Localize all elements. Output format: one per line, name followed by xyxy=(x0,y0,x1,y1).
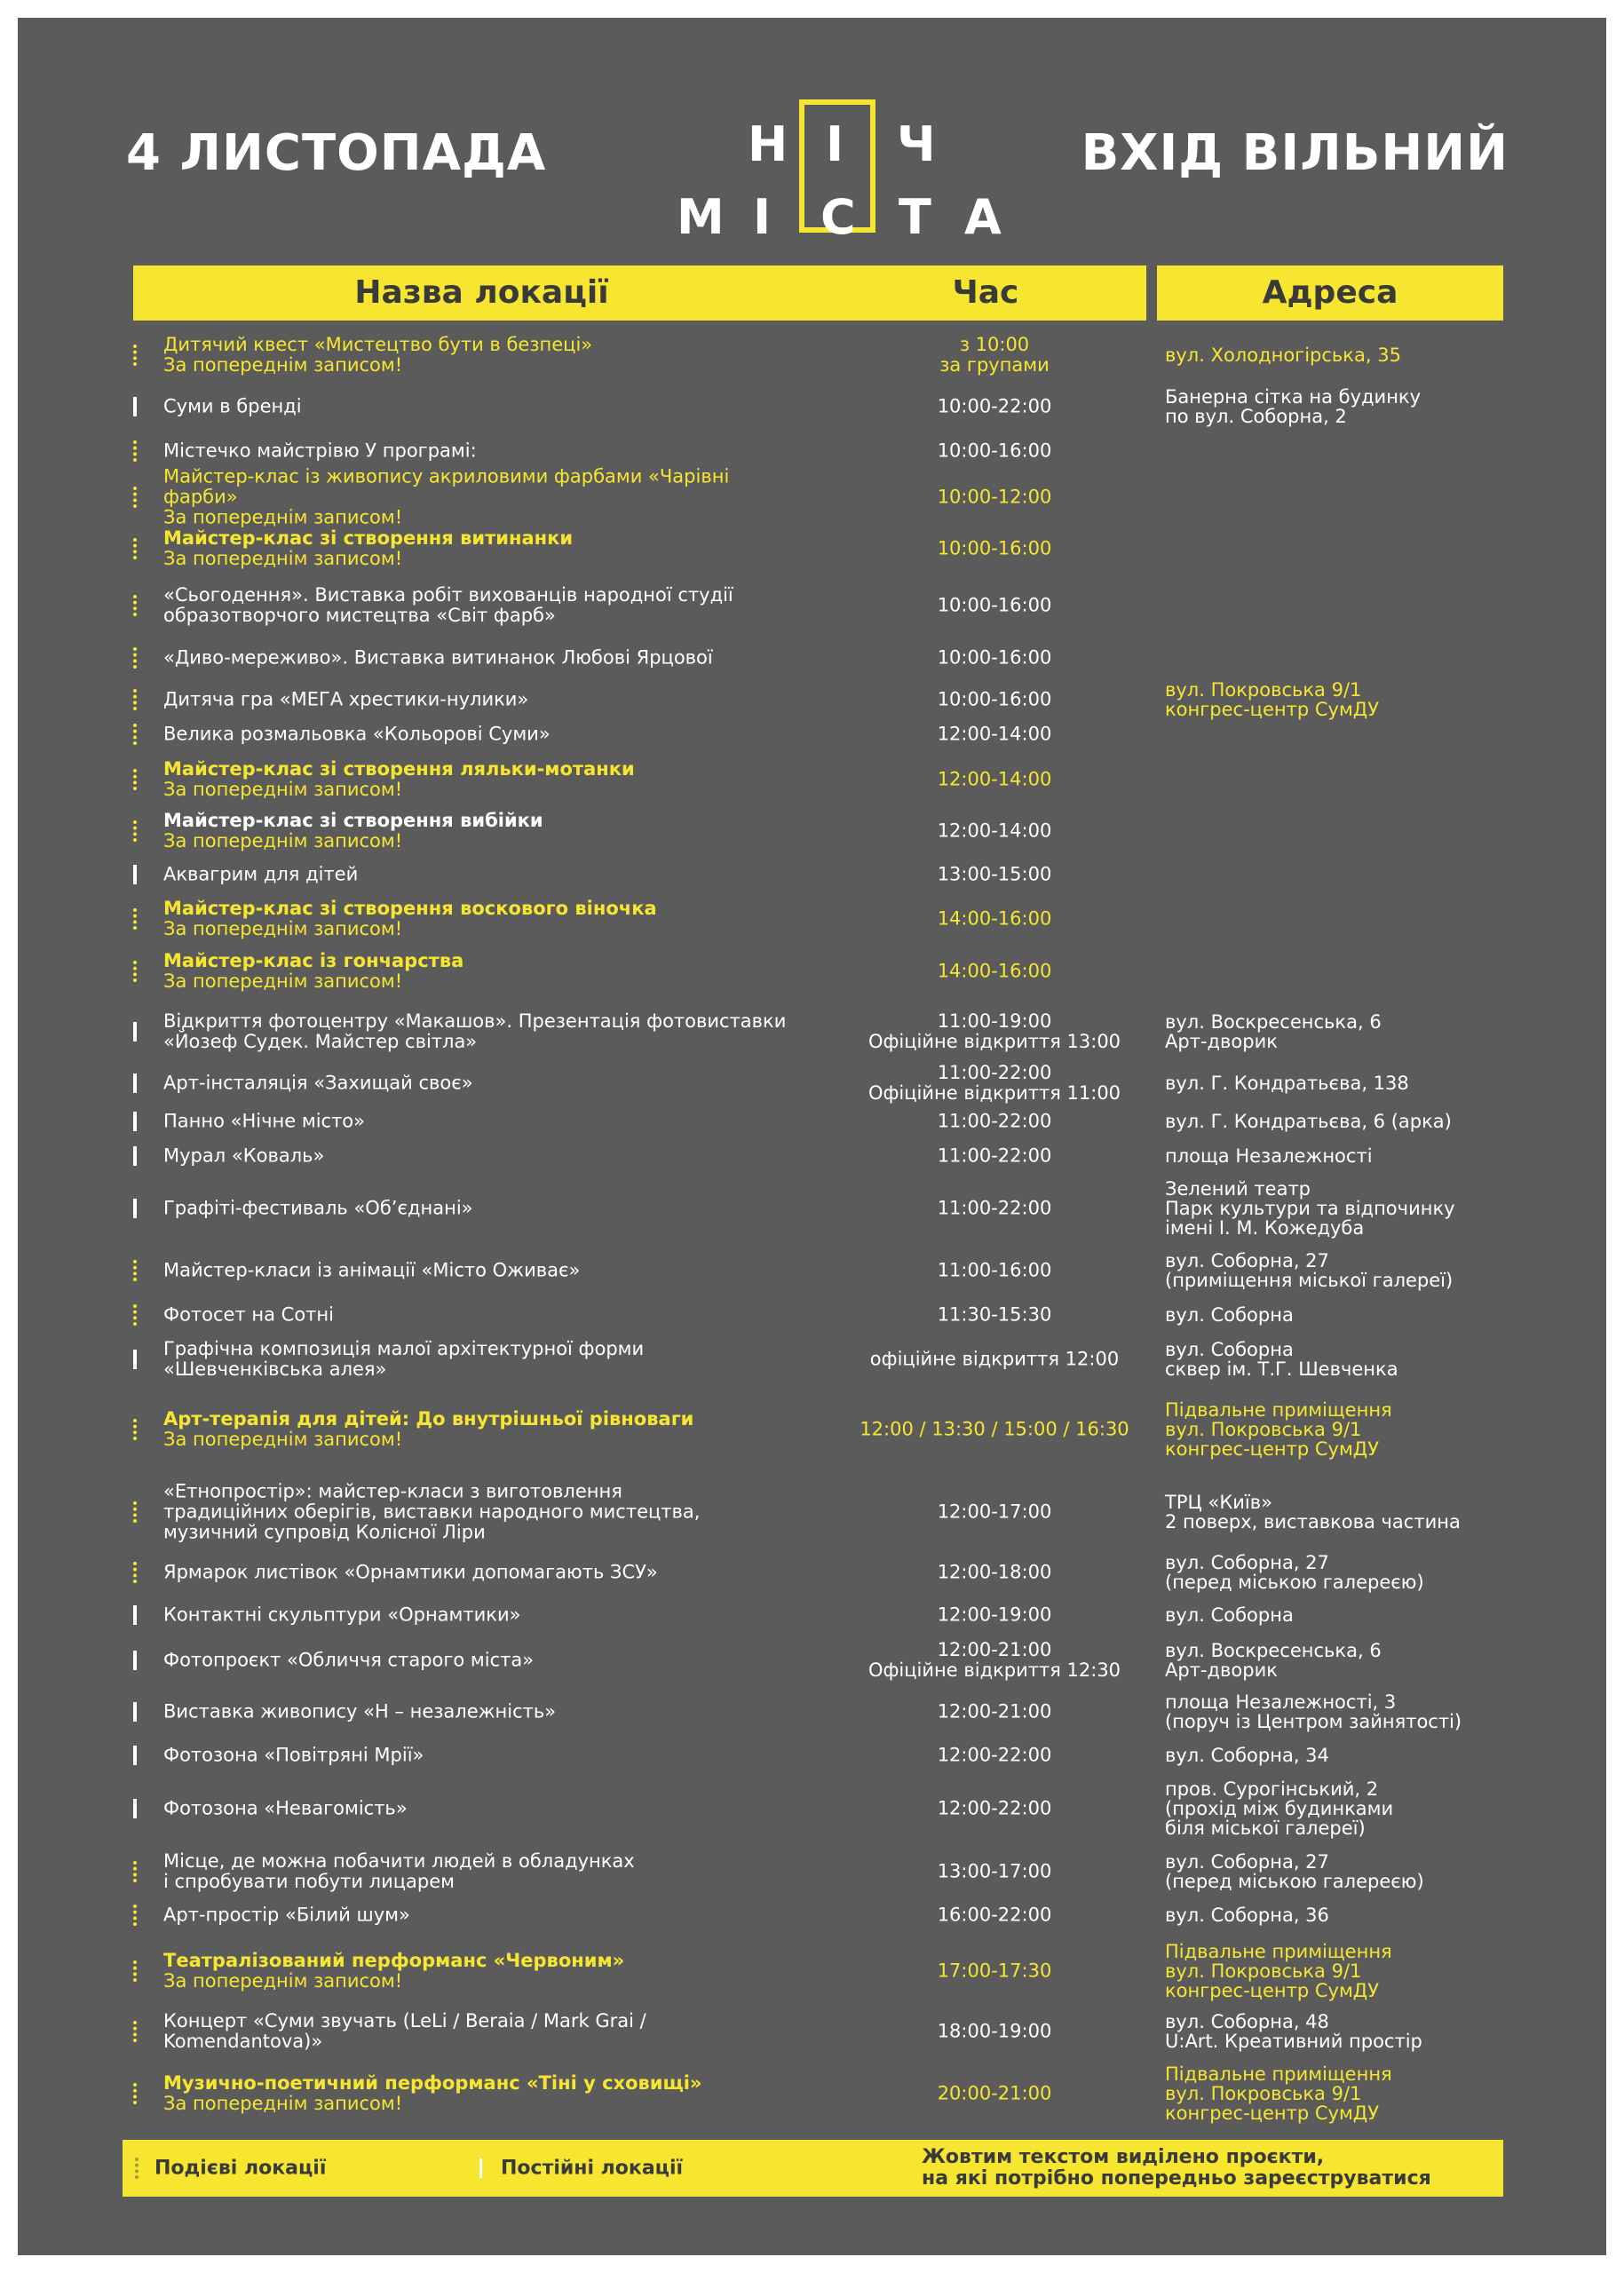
event-time xyxy=(826,770,1163,790)
event-time xyxy=(826,1640,1163,1681)
permanent-marker-icon xyxy=(133,865,137,884)
location-title: Арт-інсталяція «Захищай своє» xyxy=(163,1072,473,1094)
location-address: площа Незалежності, 3 (поруч із Центром зайнятості) xyxy=(1165,1691,1462,1732)
time-line: 12:00-21:00 xyxy=(937,1700,1052,1723)
logo-letter: М xyxy=(677,189,725,245)
event-time xyxy=(826,1146,1163,1167)
location-title: Фотосет на Сотні xyxy=(163,1303,334,1326)
logo-letter: С xyxy=(820,189,856,245)
logo-letter: І xyxy=(826,116,844,172)
location-address: вул. Воскресенська, 6 Арт-дворик xyxy=(1165,1640,1382,1681)
dotted-marker-icon xyxy=(135,2158,139,2179)
location-title: Майстер-клас зі створення витинанки xyxy=(163,527,574,549)
time-line: 18:00-19:00 xyxy=(937,2020,1052,2042)
event-time xyxy=(826,1199,1163,1219)
location-title: Майстер-клас зі створення ляльки-мотанки xyxy=(163,758,635,780)
location-name xyxy=(163,1651,803,1671)
event-time xyxy=(826,1305,1163,1326)
permanent-marker-icon xyxy=(133,1146,137,1166)
event-marker-icon xyxy=(133,1905,137,1926)
time-line: 12:00-14:00 xyxy=(937,768,1052,790)
time-line: 13:00-17:00 xyxy=(937,1860,1052,1882)
registration-note: За попереднім записом! xyxy=(163,354,403,376)
location-name xyxy=(163,899,803,939)
registration-note: За попереднім записом! xyxy=(163,548,403,569)
location-name xyxy=(163,1146,803,1167)
location-name xyxy=(163,585,803,626)
event-time xyxy=(826,1746,1163,1766)
location-address: вул. Соборна xyxy=(1165,1304,1294,1326)
permanent-marker-icon xyxy=(133,1199,137,1218)
location-address: пров. Сурогінський, 2 (прохід між будинками біля міської галереї) xyxy=(1165,1778,1394,1839)
location-name xyxy=(163,2011,803,2052)
location-title: Відкриття фотоцентру «Макашов». Презентація фотовиставки «Йозеф Судек. Майстер світла» xyxy=(163,1010,787,1052)
location-name xyxy=(163,1261,803,1281)
permanent-marker-icon xyxy=(133,1022,137,1041)
location-name xyxy=(163,528,803,569)
time-line: 14:00-16:00 xyxy=(937,960,1052,982)
location-address: вул. Покровська 9/1 конгрес-центр СумДУ xyxy=(1165,679,1379,720)
logo-letter: Ч xyxy=(897,116,936,172)
logo-letter: І xyxy=(753,189,772,245)
location-title: Аквагрим для дітей xyxy=(163,863,359,885)
location-name xyxy=(163,725,803,745)
event-marker-icon xyxy=(133,2021,137,2042)
location-address: вул. Соборна, 27 (перед міською галереєю) xyxy=(1165,1552,1424,1593)
registration-note: За попереднім записом! xyxy=(163,918,403,939)
location-name xyxy=(163,1011,803,1052)
event-time xyxy=(826,335,1163,376)
event-time xyxy=(826,1905,1163,1926)
location-address: вул. Г. Кондратьєва, 138 xyxy=(1165,1073,1409,1094)
permanent-marker-icon xyxy=(133,1651,137,1670)
location-title: Арт-терапія для дітей: До внутрішньої рівноваги xyxy=(163,1408,694,1430)
event-time xyxy=(826,397,1163,417)
event-time xyxy=(826,539,1163,559)
event-marker-icon xyxy=(133,1304,137,1326)
solid-marker-icon xyxy=(479,2158,482,2178)
permanent-marker-icon xyxy=(133,1746,137,1765)
event-marker-icon xyxy=(133,1960,137,1982)
time-line: 11:00-16:00 xyxy=(937,1259,1052,1281)
event-time xyxy=(826,1502,1163,1523)
event-marker-icon xyxy=(133,1260,137,1281)
time-line: 10:00-16:00 xyxy=(937,688,1052,710)
time-line: 10:00-12:00 xyxy=(937,486,1052,508)
location-title: «Етнопростір»: майстер-класи з виготовлення традиційних оберігів, виставки народного мистецтва, музичний супровід Колісної Ліри xyxy=(163,1480,701,1543)
location-name xyxy=(163,335,803,376)
location-name xyxy=(163,1605,803,1626)
table-row xyxy=(18,1324,1606,1395)
location-title: Мурал «Коваль» xyxy=(163,1144,325,1167)
event-time xyxy=(826,1420,1163,1440)
registration-note: За попереднім записом! xyxy=(163,970,403,992)
time-line: 11:00-22:00 xyxy=(937,1062,1052,1083)
time-line: 12:00-18:00 xyxy=(937,1561,1052,1583)
location-title: Майстер-класи із анімації «Місто Оживає» xyxy=(163,1259,581,1281)
location-name xyxy=(163,1339,803,1380)
logo-letter: А xyxy=(964,189,1002,245)
location-title: Графічна композиція малої архітектурної форми «Шевченківська алея» xyxy=(163,1338,645,1380)
column-header-address: Адреса xyxy=(1157,265,1503,321)
location-name xyxy=(163,1305,803,1326)
time-line: 10:00-16:00 xyxy=(937,440,1052,462)
location-name xyxy=(163,397,803,417)
time-line: 10:00-16:00 xyxy=(937,646,1052,669)
event-marker-icon xyxy=(133,1419,137,1440)
time-line: 10:00-16:00 xyxy=(937,594,1052,616)
time-line: 17:00-17:30 xyxy=(937,1960,1052,1982)
location-address: площа Незалежності xyxy=(1165,1145,1373,1167)
location-title: «Диво-мереживо». Виставка витинанок Любові Ярцової xyxy=(163,646,713,669)
location-title: Містечко майстрівю У програмі: xyxy=(163,440,477,462)
time-line: 12:00-14:00 xyxy=(937,820,1052,842)
time-line: 10:00-22:00 xyxy=(937,395,1052,417)
location-title: Контактні скульптури «Орнамтики» xyxy=(163,1604,521,1626)
event-time xyxy=(826,596,1163,616)
location-address: вул. Соборна сквер ім. Т.Г. Шевченка xyxy=(1165,1339,1398,1380)
location-address: вул. Соборна, 48 U:Art. Креативний простір xyxy=(1165,2011,1422,2052)
location-address: вул. Холодногірська, 35 xyxy=(1165,345,1401,366)
location-title: Майстер-клас зі створення воскового віночка xyxy=(163,898,657,919)
time-line: 10:00-16:00 xyxy=(937,537,1052,559)
event-marker-icon xyxy=(133,908,137,930)
location-name xyxy=(163,951,803,992)
legend-events: Подієві локації xyxy=(154,2157,327,2180)
column-header-name: Назва локації xyxy=(133,265,830,321)
location-title: «Сьогодення». Виставка робіт вихованців народної студії образотворчого мистецтва «Світ фарб» xyxy=(163,584,733,626)
time-line: 20:00-21:00 xyxy=(937,2082,1052,2104)
time-line: 12:00-22:00 xyxy=(937,1797,1052,1819)
entry-free: ВХІД ВІЛЬНИЙ xyxy=(1081,124,1509,182)
time-line: 12:00-14:00 xyxy=(937,723,1052,745)
registration-note: За попереднім записом! xyxy=(163,2093,403,2114)
event-time xyxy=(826,1261,1163,1281)
location-title: Дитячий квест «Мистецтво бути в безпеці» xyxy=(163,334,593,355)
location-name xyxy=(163,1799,803,1819)
permanent-marker-icon xyxy=(133,1702,137,1722)
event-marker-icon xyxy=(133,2083,137,2104)
event-time xyxy=(826,962,1163,982)
event-marker-icon xyxy=(133,440,137,462)
registration-note: За попереднім записом! xyxy=(163,506,403,528)
location-address: вул. Соборна, 36 xyxy=(1165,1905,1329,1926)
location-title: Суми в бренді xyxy=(163,395,302,417)
location-name xyxy=(163,1199,803,1219)
location-address: вул. Соборна xyxy=(1165,1604,1294,1626)
event-time xyxy=(826,441,1163,462)
location-name xyxy=(163,441,803,462)
time-line: Офіційне відкриття 12:30 xyxy=(867,1659,1121,1681)
location-title: Місце, де можна побачити людей в обладунках і спробувати побути лицарем xyxy=(163,1850,635,1892)
location-name xyxy=(163,865,803,885)
location-name xyxy=(163,1951,803,1992)
time-line: за групами xyxy=(939,354,1050,376)
table-row xyxy=(18,1394,1606,1465)
event-time xyxy=(826,1350,1163,1370)
legend-note: Жовтим текстом виділено проєкти, на які потрібно попередньо зареєструватися xyxy=(922,2146,1431,2190)
location-name xyxy=(163,1905,803,1926)
table-row xyxy=(18,2058,1606,2129)
event-time xyxy=(826,865,1163,885)
event-marker-icon xyxy=(133,538,137,559)
location-name xyxy=(163,1746,803,1766)
location-title: Концерт «Суми звучать (LeLi / Beraia / Mark Grai / Komendantova)» xyxy=(163,2010,646,2052)
time-line: 14:00-16:00 xyxy=(937,907,1052,930)
event-time xyxy=(826,2022,1163,2042)
time-line: 12:00-17:00 xyxy=(937,1501,1052,1523)
location-title: Дитяча гра «МЕГА хрестики-нулики» xyxy=(163,688,529,710)
event-time xyxy=(826,487,1163,508)
location-name xyxy=(163,1482,803,1543)
location-title: Театралізований перформанс «Червоним» xyxy=(163,1950,625,1971)
location-title: Фотозона «Повітряні Мрії» xyxy=(163,1744,424,1766)
event-marker-icon xyxy=(133,487,137,508)
time-line: 12:00-22:00 xyxy=(937,1744,1052,1766)
event-time xyxy=(826,725,1163,745)
time-line: 12:00-21:00 xyxy=(937,1639,1052,1660)
table-row xyxy=(18,1996,1606,2067)
location-address: Підвальне приміщення вул. Покровська 9/1 конгрес-центр СумДУ xyxy=(1165,2063,1392,2124)
event-time xyxy=(826,1605,1163,1626)
time-line: Офіційне відкриття 11:00 xyxy=(867,1082,1121,1104)
location-title: Графіті-фестиваль «Об’єднані» xyxy=(163,1197,473,1219)
event-time xyxy=(826,1011,1163,1052)
event-marker-icon xyxy=(133,961,137,982)
event-marker-icon xyxy=(133,595,137,616)
location-name xyxy=(163,759,803,800)
location-title: Панно «Нічне місто» xyxy=(163,1110,366,1132)
location-title: Майстер-клас зі створення вибійки xyxy=(163,810,543,831)
poster xyxy=(18,18,1606,2255)
time-line: 13:00-15:00 xyxy=(937,863,1052,885)
time-line: 16:00-22:00 xyxy=(937,1904,1052,1926)
time-line: 11:00-22:00 xyxy=(937,1144,1052,1167)
time-line: 12:00 / 13:30 / 15:00 / 16:30 xyxy=(860,1418,1129,1440)
permanent-marker-icon xyxy=(133,1350,137,1369)
location-title: Майстер-клас із живопису акриловими фарбами «Чарівні фарби» xyxy=(163,465,730,508)
event-time xyxy=(826,1799,1163,1819)
location-address: вул. Воскресенська, 6 Арт-дворик xyxy=(1165,1011,1382,1052)
registration-note: За попереднім записом! xyxy=(163,1970,403,1992)
time-line: 11:00-22:00 xyxy=(937,1197,1052,1219)
time-line: Офіційне відкриття 13:00 xyxy=(867,1031,1121,1052)
location-title: Фотопроєкт «Обличчя старого міста» xyxy=(163,1649,535,1671)
registration-note: За попереднім записом! xyxy=(163,779,403,800)
location-name xyxy=(163,1409,803,1450)
location-address: Зелений театр Парк культури та відпочинку імені І. М. Кожедуба xyxy=(1165,1178,1455,1239)
event-time xyxy=(826,909,1163,930)
location-title: Музично-поетичний перформанс «Тіні у сховищі» xyxy=(163,2072,702,2094)
schedule-table xyxy=(18,18,1606,2255)
registration-note: За попереднім записом! xyxy=(163,1429,403,1450)
event-time xyxy=(826,2084,1163,2104)
time-line: 11:00-22:00 xyxy=(937,1110,1052,1132)
location-name xyxy=(163,2073,803,2114)
location-title: Велика розмальовка «Кольорові Суми» xyxy=(163,723,551,745)
location-address: Банерна сітка на будинку по вул. Соборна, 2 xyxy=(1165,386,1422,427)
location-address: Підвальне приміщення вул. Покровська 9/1 конгрес-центр СумДУ xyxy=(1165,1399,1392,1460)
location-title: Виставка живопису «Н – незалежність» xyxy=(163,1700,557,1723)
location-address: вул. Соборна, 27 (перед міською галереєю) xyxy=(1165,1851,1424,1892)
location-title: Ярмарок листівок «Орнамтики допомагають ЗСУ» xyxy=(163,1561,658,1583)
location-title: Майстер-клас із гончарства xyxy=(163,950,464,971)
table-row xyxy=(18,1773,1606,1844)
legend xyxy=(123,2140,1503,2197)
location-address: вул. Г. Кондратьєва, 6 (арка) xyxy=(1165,1111,1452,1132)
event-time xyxy=(826,1961,1163,1982)
column-header-time: Час xyxy=(825,265,1146,321)
location-address: вул. Соборна, 27 (приміщення міської галереї) xyxy=(1165,1250,1454,1291)
registration-note: За попереднім записом! xyxy=(163,830,403,851)
table-row xyxy=(18,1173,1606,1244)
logo-letter: Т xyxy=(899,189,931,245)
permanent-marker-icon xyxy=(133,1605,137,1625)
event-marker-icon xyxy=(133,769,137,790)
location-address: ТРЦ «Київ» 2 поверх, виставкова частина xyxy=(1165,1492,1461,1532)
location-address: вул. Соборна, 34 xyxy=(1165,1745,1329,1766)
event-marker-icon xyxy=(133,1501,137,1523)
event-marker-icon xyxy=(133,724,137,745)
event-date: 4 ЛИСТОПАДА xyxy=(126,124,547,182)
permanent-marker-icon xyxy=(133,397,137,416)
time-line: 11:30-15:30 xyxy=(937,1303,1052,1326)
time-line: 11:00-19:00 xyxy=(937,1010,1052,1032)
permanent-marker-icon xyxy=(133,1799,137,1818)
location-address: Підвальне приміщення вул. Покровська 9/1 конгрес-центр СумДУ xyxy=(1165,1941,1392,2001)
event-marker-icon xyxy=(133,345,137,366)
legend-permanent: Постійні локації xyxy=(501,2157,684,2180)
location-title: Фотозона «Невагомість» xyxy=(163,1797,408,1819)
time-line: з 10:00 xyxy=(959,334,1030,355)
time-line: офіційне відкриття 12:00 xyxy=(869,1348,1120,1370)
logo-letter: Н xyxy=(748,116,788,172)
location-title: Арт-простір «Білий шум» xyxy=(163,1904,410,1926)
time-line: 12:00-19:00 xyxy=(937,1604,1052,1626)
